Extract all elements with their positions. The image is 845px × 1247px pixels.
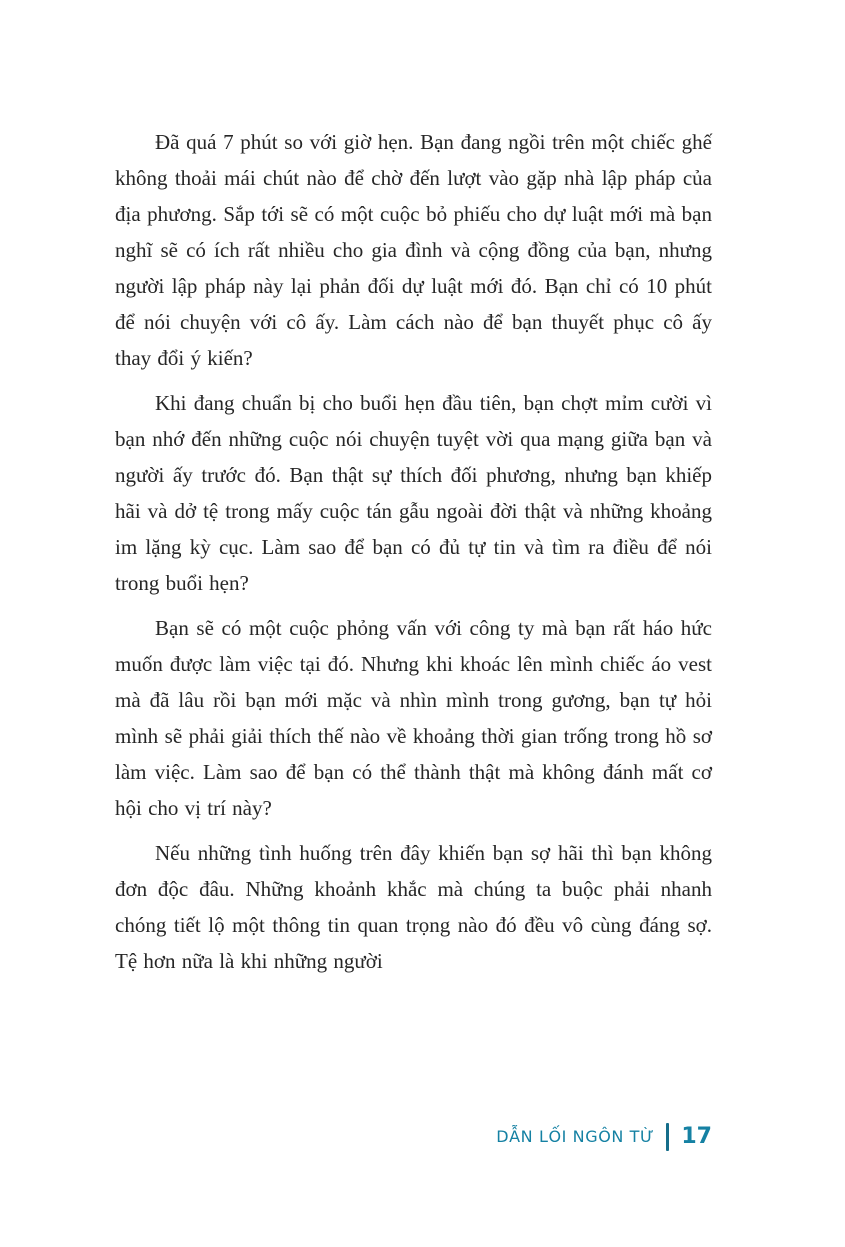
footer-separator (666, 1123, 669, 1151)
footer-page-number: 17 (681, 1124, 712, 1149)
footer-book-title: DẪN LỐI NGÔN TỪ (496, 1127, 655, 1146)
paragraph-2: Khi đang chuẩn bị cho buổi hẹn đầu tiên, bạn chợt mỉm cười vì bạn nhớ đến những cuộc nói chuyện tuyệt vời qua mạng giữa bạn và người ấy trước đó. Bạn thật sự thích đối phương, nhưng bạn khiếp hãi và dở tệ trong mấy cuộc tán gẫu ngoài đời thật và những khoảng im lặng kỳ cục. Làm sao để bạn có đủ tự tin và tìm ra điều để nói trong buổi hẹn? (115, 391, 712, 595)
paragraph-1: Đã quá 7 phút so với giờ hẹn. Bạn đang ngồi trên một chiếc ghế không thoải mái chút nào để chờ đến lượt vào gặp nhà lập pháp của địa phương. Sắp tới sẽ có một cuộc bỏ phiếu cho dự luật mới mà bạn nghĩ sẽ có ích rất nhiều cho gia đình và cộng đồng của bạn, nhưng người lập pháp này lại phản đối dự luật mới đó. Bạn chỉ có 10 phút để nói chuyện với cô ấy. Làm cách nào để bạn thuyết phục cô ấy thay đổi ý kiến? (115, 130, 712, 370)
paragraph-4: Nếu những tình huống trên đây khiến bạn sợ hãi thì bạn không đơn độc đâu. Những khoảnh khắc mà chúng ta buộc phải nhanh chóng tiết lộ một thông tin quan trọng nào đó đều vô cùng đáng sợ. Tệ hơn nữa là khi những người (115, 841, 712, 973)
page-footer (496, 1122, 712, 1152)
body-text (115, 124, 712, 988)
paragraph-3: Bạn sẽ có một cuộc phỏng vấn với công ty mà bạn rất háo hức muốn được làm việc tại đó. Nhưng khi khoác lên mình chiếc áo vest mà đã lâu rồi bạn mới mặc và nhìn mình trong gương, bạn tự hỏi mình sẽ phải giải thích thế nào về khoảng thời gian trống trong hồ sơ làm việc. Làm sao để bạn có thể thành thật mà không đánh mất cơ hội cho vị trí này? (115, 616, 712, 820)
